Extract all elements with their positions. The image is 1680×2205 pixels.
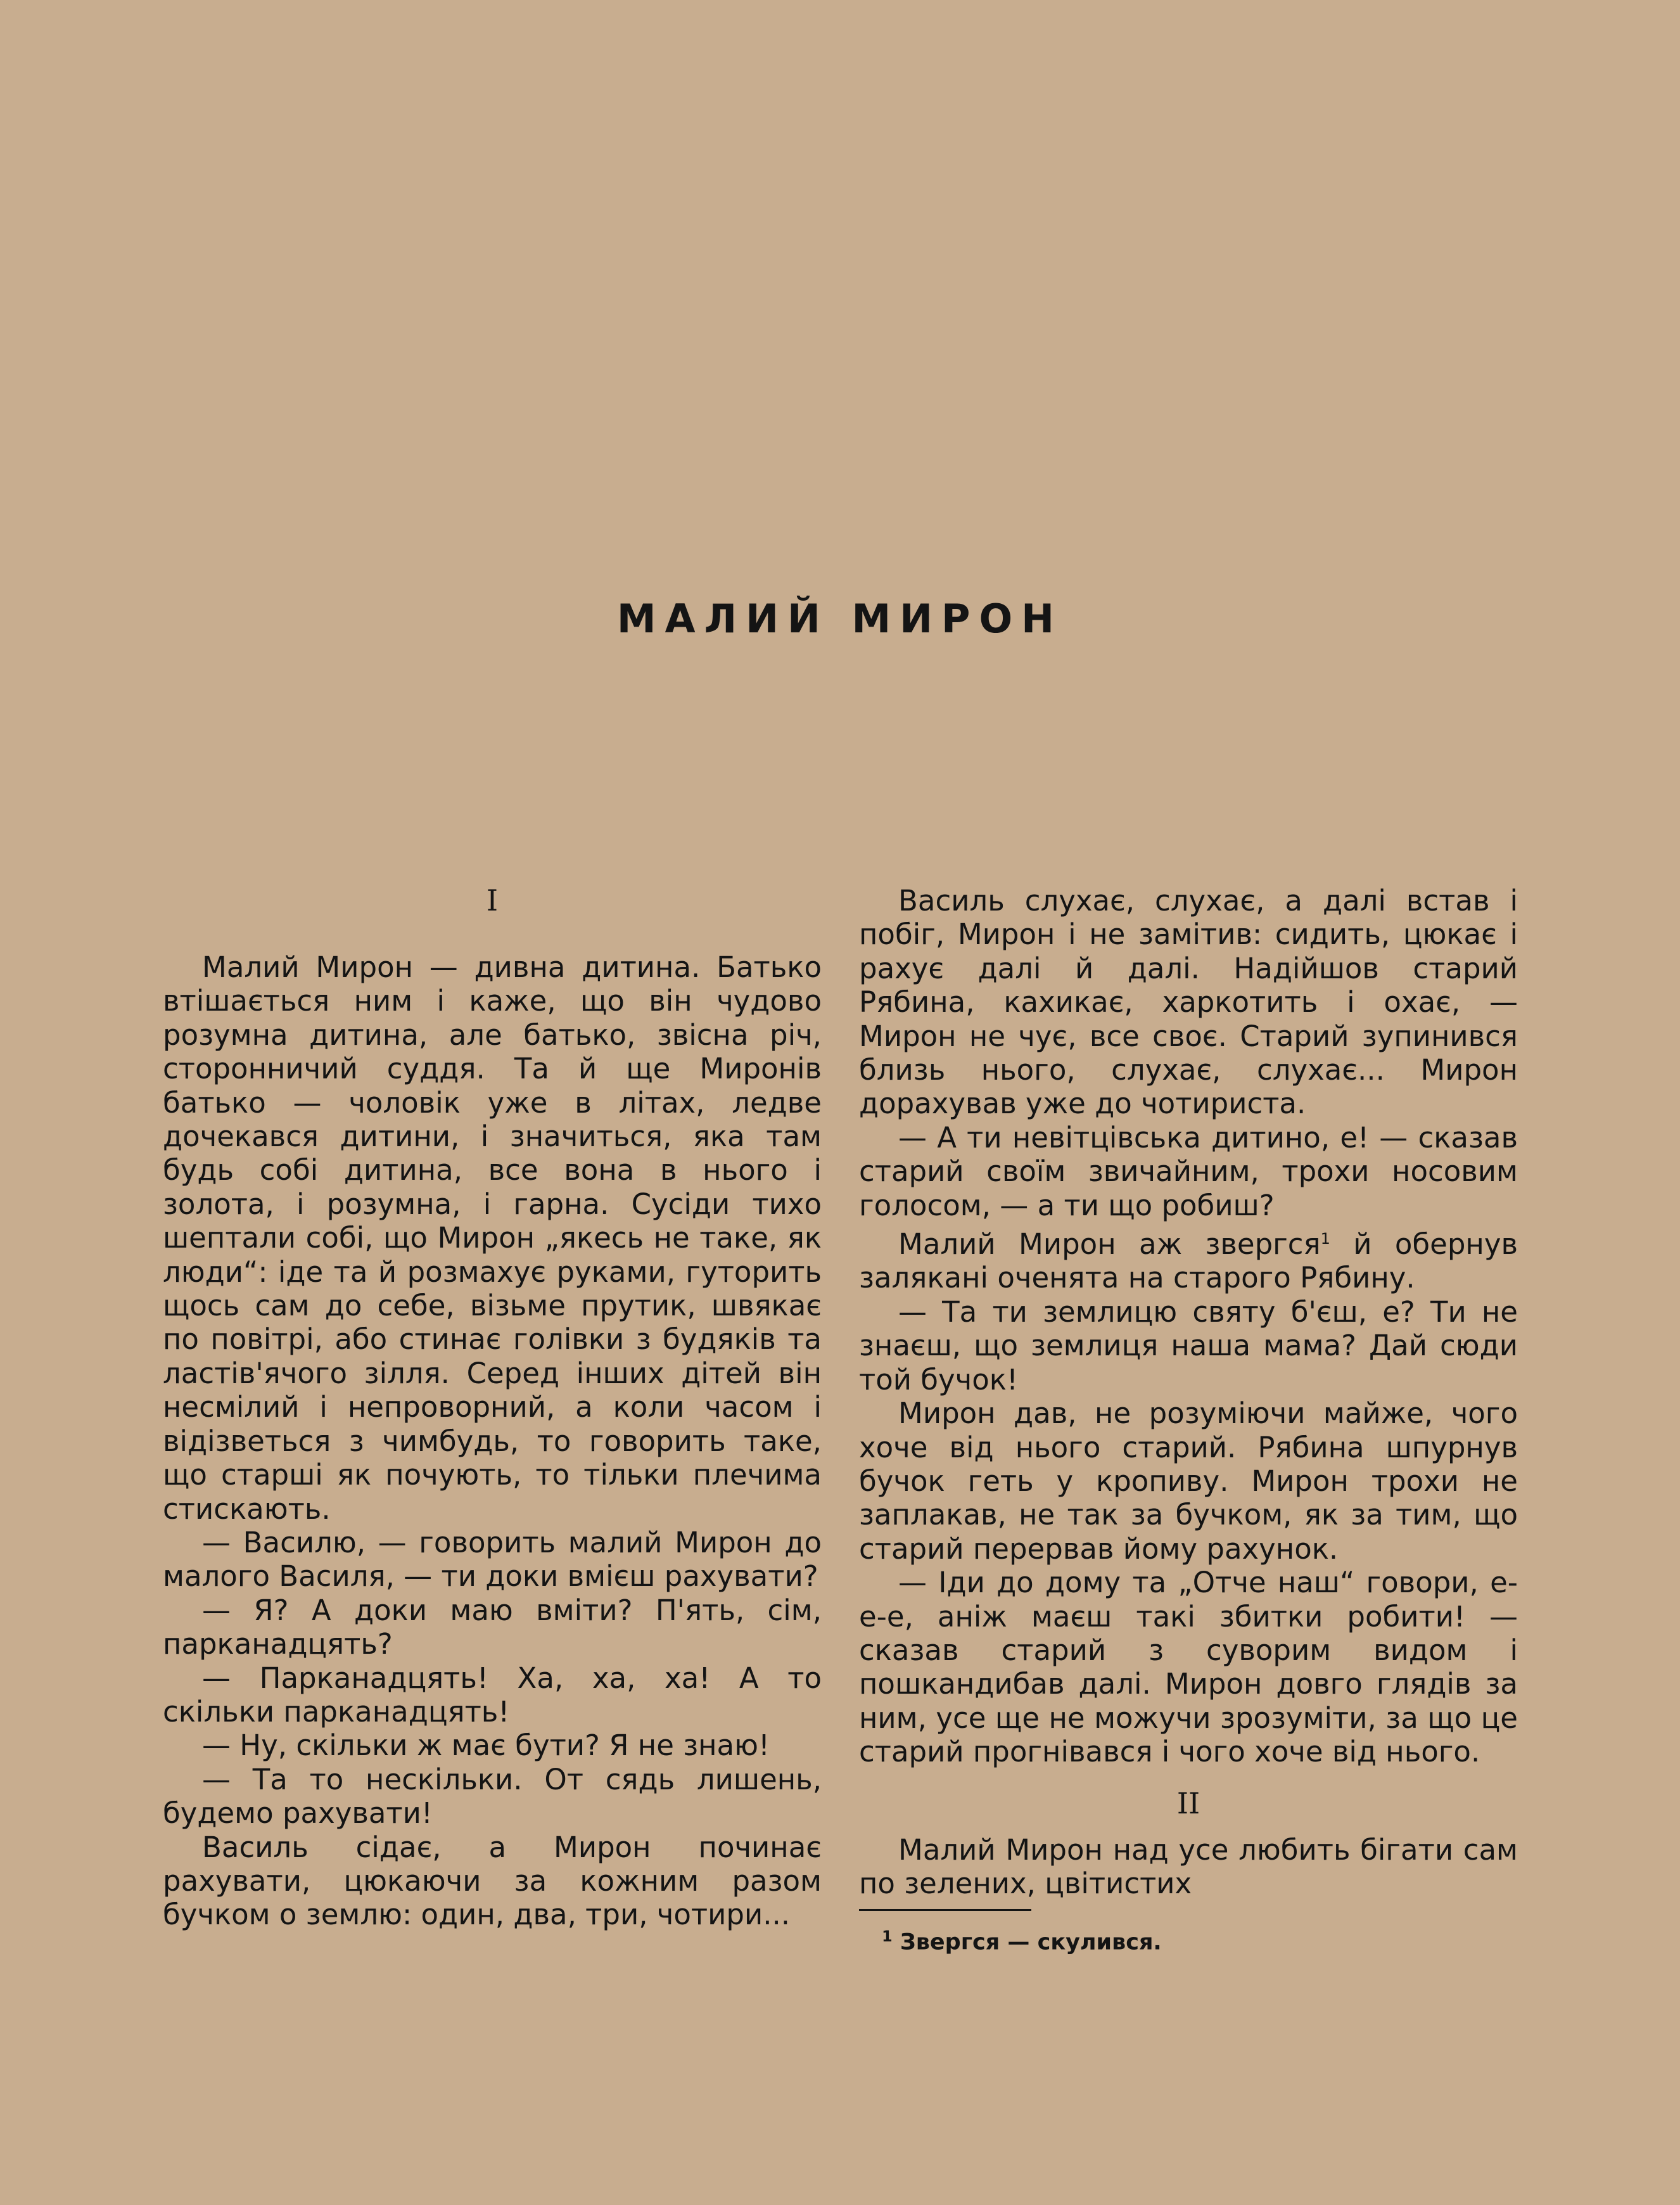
paragraph: Мирон дав, не розуміючи майже, чого хоче від нього старий. Рябина шпурнув бучок геть у кропиву. Мирон трохи не заплакав, не так за бучком, як за тим, що старий перервав йому рахунок. <box>859 1396 1518 1566</box>
paragraph: — Парканадцять! Ха, ха, ха! А то скільки парканадцять! <box>163 1661 822 1729</box>
footnote-marker: 1 <box>882 1927 893 1946</box>
paragraph <box>859 1222 1518 1295</box>
paragraph: — Василю, — говорить малий Мирон до малого Василя, — ти доки вмієш рахувати? <box>163 1525 822 1594</box>
footnote-text: Звергся — скулився. <box>892 1930 1162 1956</box>
section-heading-2: II <box>1176 1786 1200 1820</box>
paragraph: — Та ти землицю святу б'єш, е? Ти не знаєш, що землиця наша мама? Дай сюди той бучок! <box>859 1294 1518 1396</box>
paragraph: — Іди до дому та „Отче наш“ говори, е-е-е, аніж маєш такі збитки робити! — сказав старий з суворим видом і пошкандибав далі. Мирон довго глядів за ним, усе ще не можучи зрозуміти, за що це старий прогнівався і чого хоче від нього. <box>859 1566 1518 1769</box>
paragraph: — Ну, скільки ж має бути? Я не знаю! <box>202 1729 770 1763</box>
page-title: МАЛИЙ МИРОН <box>616 596 1064 642</box>
paragraph: — Та то нескільки. От сядь лишень, будемо рахувати! <box>163 1762 822 1831</box>
footnote-reference: 1 <box>1320 1230 1330 1248</box>
paragraph: — А ти невітцівська дитино, е! — сказав старий своїм звичайним, трохи носовим голосом, — а ти що робиш? <box>859 1120 1518 1222</box>
paragraph: Василь слухає, слухає, а далі встав і побіг, Мирон і не замітив: сидить, цюкає і рахує далі й далі. Надійшов старий Рябина, кахикає, харкотить і охає, — Мирон не чує, все своє. Старий зупинився близь нього, слухає, слухає... Мирон дорахував уже до чотириста. <box>859 884 1518 1121</box>
left-column <box>163 884 822 1932</box>
paragraph: Василь сідає, а Мирон починає рахувати, цюкаючи за кожним разом бучком о землю: один, два, три, чотири... <box>163 1830 822 1932</box>
paragraph: Малий Мирон — дивна дитина. Батько втішається ним і каже, що він чудово розумна дитина, але батько, звісна річ, сторонничий суддя. Та й ще Миронів батько — чоловік уже в літах, ледве дочекався дитини, і значиться, яка там будь собі дитина, все вона в нього і золота, і розумна, і гарна. Сусіди тихо шептали собі, що Мирон „якесь не таке, як люди“: іде та й розмахує руками, гуторить щось сам до себе, візьме прутик, швякає по повітрі, або стинає голівки з будяків та ластів'ячого зілля. Серед інших дітей він несмілий і непроворний, а коли часом і відізветься з чимбудь, то говорить таке, що старші як почують, то тільки плечима стискають. <box>163 950 822 1526</box>
paragraph: Малий Мирон над усе любить бігати сам по зелених, цвітистих <box>859 1832 1518 1900</box>
section-heading-1: I <box>486 883 499 917</box>
footnote-divider <box>859 1909 1031 1911</box>
right-column <box>859 884 1518 1957</box>
paragraph: — Я? А доки маю вміти? П'ять, сім, парканадцять? <box>163 1593 822 1661</box>
paragraph-text: Малий Мирон аж звергся <box>898 1227 1321 1262</box>
paragraph-text: й обернув залякані оченята на старого Рябину. <box>859 1227 1518 1295</box>
footnote <box>859 1922 1518 1957</box>
